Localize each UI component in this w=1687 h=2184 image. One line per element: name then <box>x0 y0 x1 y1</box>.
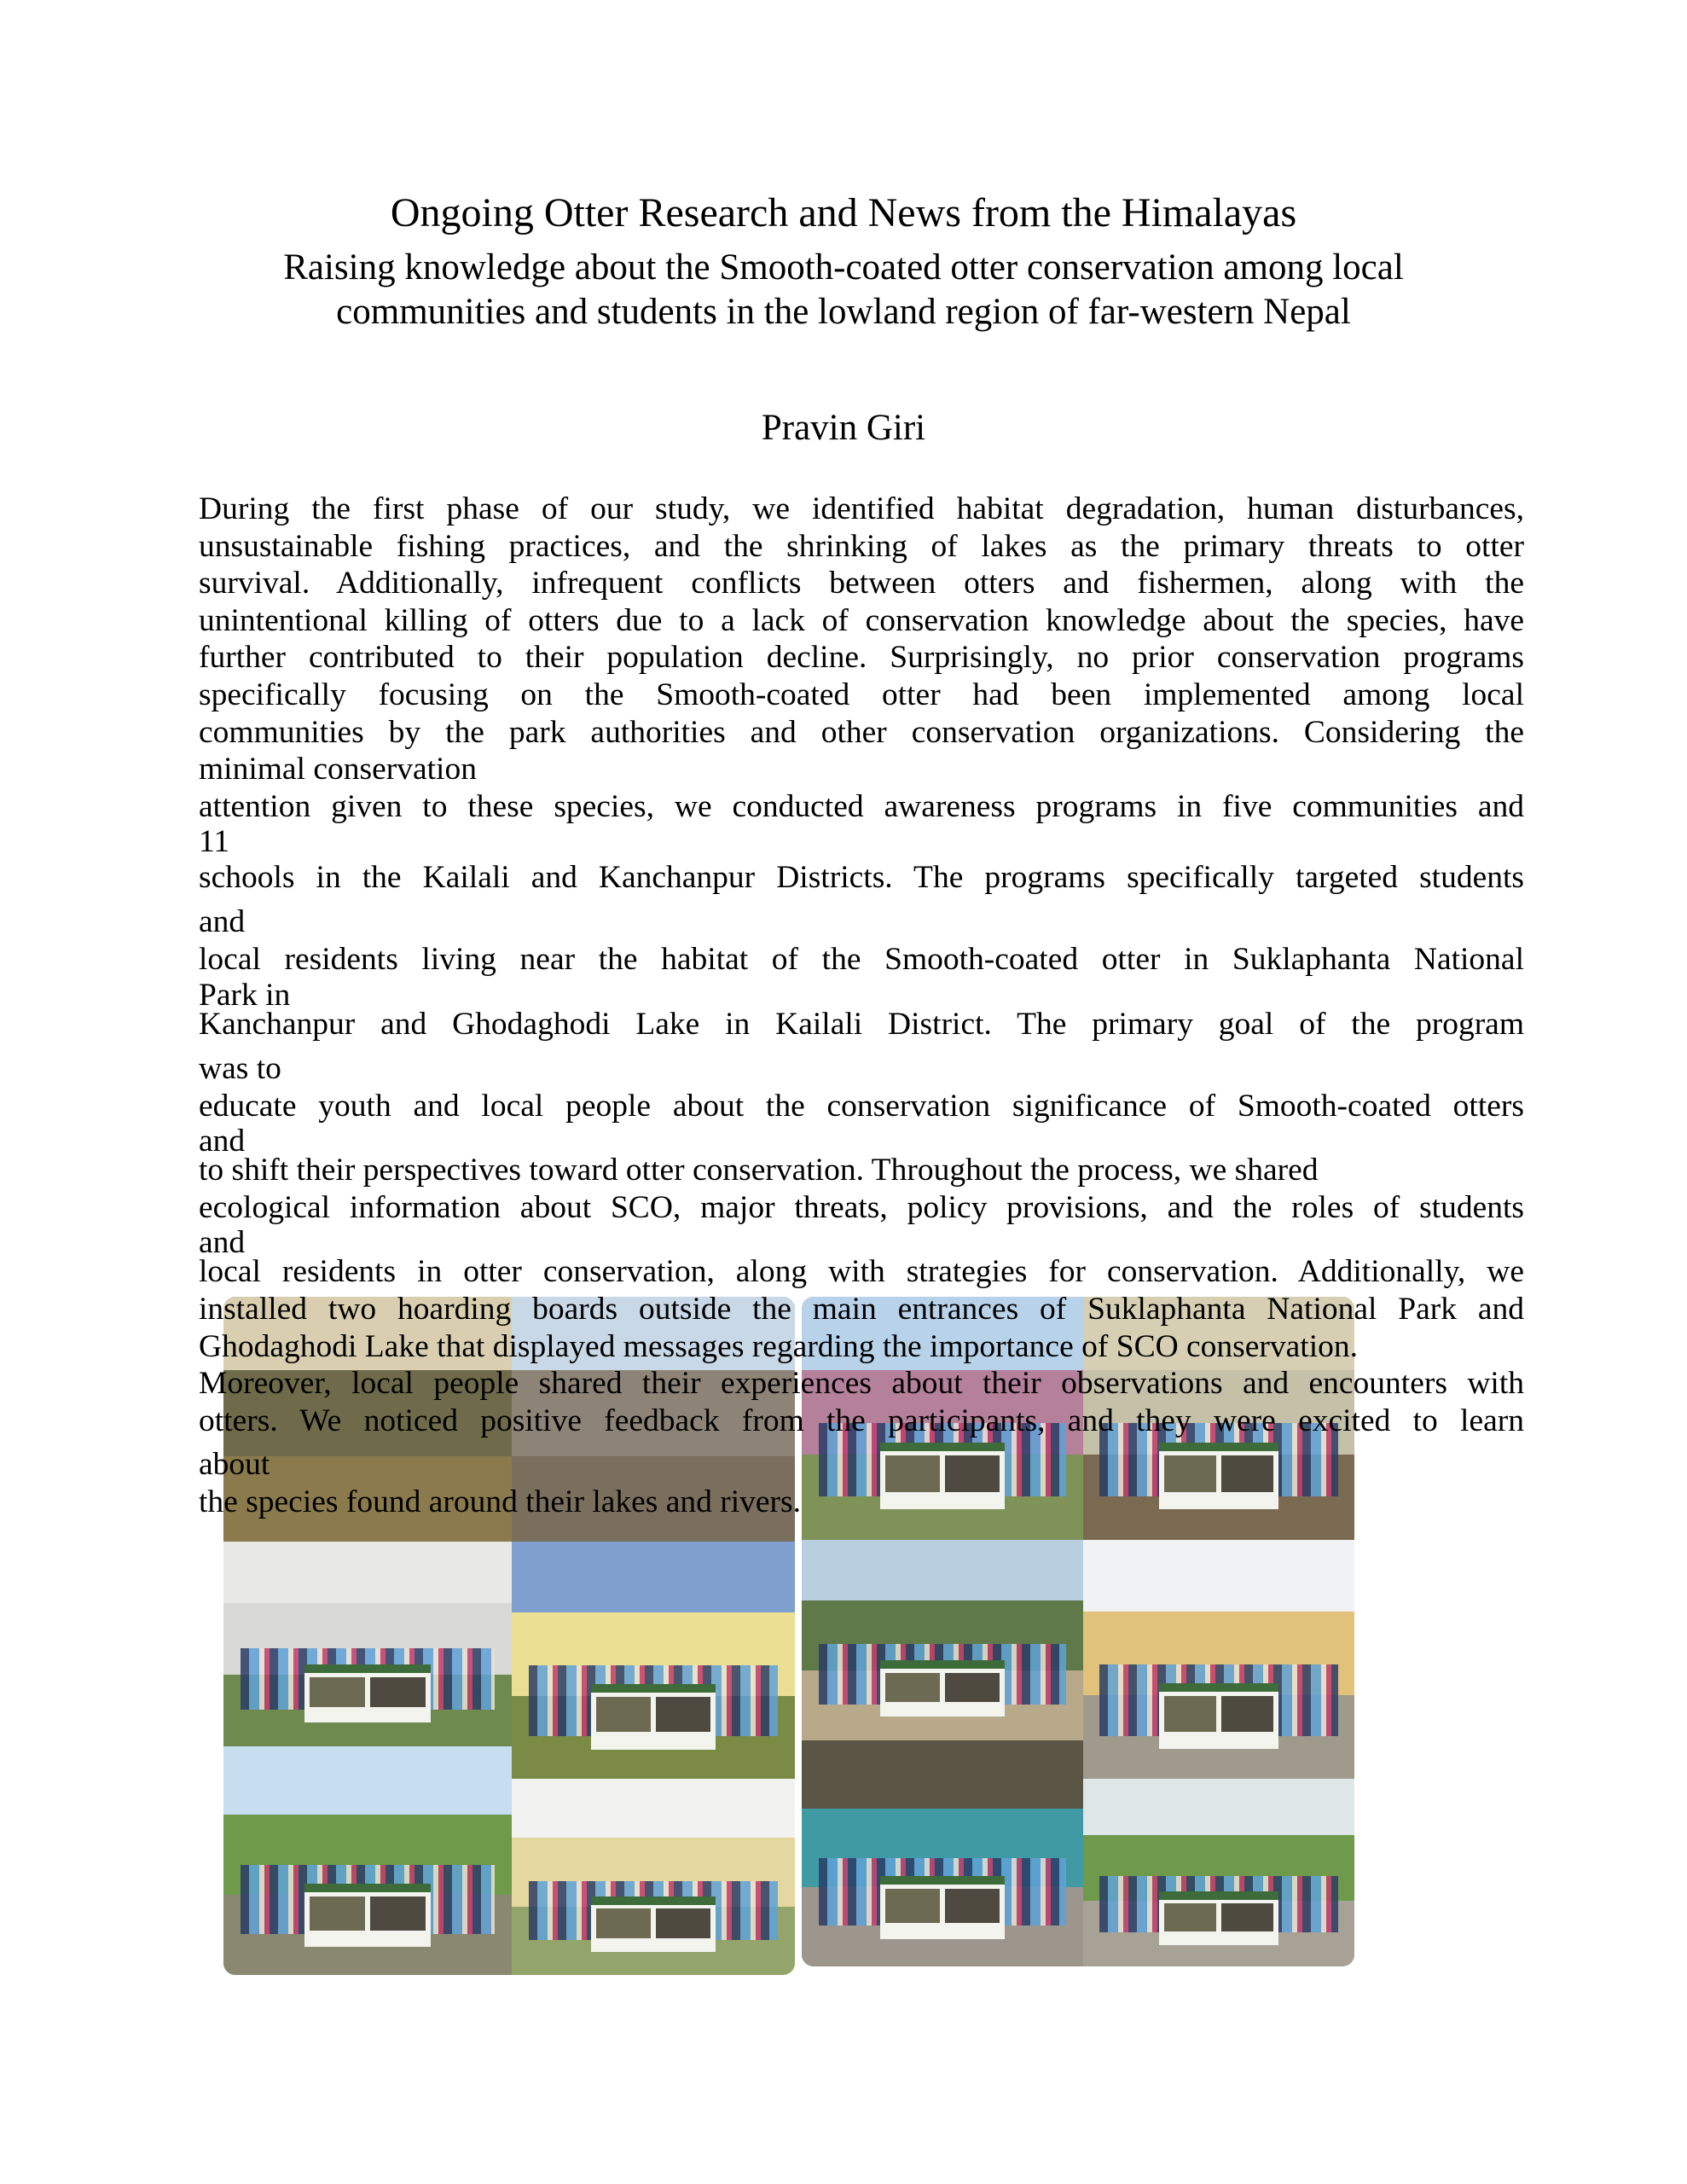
banner-habitat-image <box>1221 1696 1274 1732</box>
body-line: local residents in otter conservation, along with strategies for conservation. Additionally, we <box>199 1254 1524 1290</box>
body-line: During the first phase of our study, we identified habitat degradation, human disturbances, <box>199 491 1524 526</box>
body-line: specifically focusing on the Smooth-coated otter had been implemented among local <box>199 677 1524 712</box>
subtitle-line-2: communities and students in the lowland region of far-western Nepal <box>336 292 1351 332</box>
photo-sky <box>512 1779 795 1838</box>
collage-photo <box>223 1746 512 1975</box>
body-line: otters. We noticed positive feedback from the participants, and they were excited to learn <box>199 1403 1524 1438</box>
body-line: 11 <box>199 824 230 860</box>
otter-banner <box>591 1684 716 1750</box>
photo-sky <box>223 1746 512 1815</box>
author-name: Pravin Giri <box>761 408 926 448</box>
body-line: attention given to these species, we conducted awareness programs in five communities and <box>199 788 1524 824</box>
photo-sky <box>1083 1779 1354 1835</box>
banner-habitat-image <box>370 1896 426 1931</box>
body-line: ecological information about SCO, major threats, policy provisions, and the roles of students <box>199 1189 1524 1225</box>
banner-otter-image <box>310 1896 365 1931</box>
body-line: further contributed to their population decline. Surprisingly, no prior conservation programs <box>199 640 1524 676</box>
photo-sky <box>802 1540 1083 1600</box>
body-line: was to <box>199 1050 281 1086</box>
collage-photo <box>1083 1779 1354 1966</box>
body-line: and <box>199 1124 246 1159</box>
article-subtitle <box>213 246 1474 334</box>
otter-banner <box>1159 1683 1278 1749</box>
banner-habitat-image <box>656 1908 710 1937</box>
otter-banner <box>304 1884 432 1947</box>
otter-banner <box>1159 1891 1278 1945</box>
body-line: survival. Additionally, infrequent conflicts between otters and fishermen, along with the <box>199 566 1524 601</box>
otter-banner <box>880 1876 1004 1939</box>
body-line: communities by the park authorities and other conservation organizations. Considering the <box>199 714 1524 750</box>
collage-photo <box>1083 1540 1354 1779</box>
collage-photo <box>512 1542 795 1779</box>
banner-habitat-image <box>945 1673 1000 1703</box>
banner-otter-image <box>1164 1696 1217 1732</box>
collage-photo <box>512 1779 795 1975</box>
body-line: schools in the Kailali and Kanchanpur Districts. The programs specifically targeted students <box>199 860 1524 896</box>
photo-sky <box>802 1740 1083 1809</box>
photo-sky <box>512 1542 795 1612</box>
banner-habitat-image <box>370 1677 426 1708</box>
body-line: educate youth and local people about the conservation significance of Smooth-coated otters <box>199 1088 1524 1124</box>
banner-otter-image <box>1164 1903 1217 1931</box>
body-line: unintentional killing of otters due to a lack of conservation knowledge about the species, have <box>199 602 1524 638</box>
article-body <box>199 491 1524 1521</box>
body-line: about <box>199 1447 270 1483</box>
otter-banner <box>304 1664 432 1722</box>
collage-photo <box>802 1740 1083 1966</box>
body-line: unsustainable fishing practices, and the shrinking of lakes as the primary threats to otter <box>199 528 1524 564</box>
subtitle-line-1: Raising knowledge about the Smooth-coated otter conservation among local <box>283 247 1404 288</box>
banner-habitat-image <box>1221 1903 1274 1931</box>
photo-sky <box>223 1542 512 1603</box>
body-line: the species found around their lakes and rivers. <box>199 1484 802 1520</box>
body-line: to shift their perspectives toward otter conservation. Throughout the process, we shared <box>199 1153 1319 1188</box>
otter-banner <box>591 1896 716 1952</box>
body-line: Kanchanpur and Ghodaghodi Lake in Kailali District. The primary goal of the program <box>199 1006 1524 1042</box>
banner-otter-image <box>596 1908 651 1937</box>
banner-habitat-image <box>656 1697 710 1732</box>
body-line: installed two hoarding boards outside the main entrances of Suklaphanta National Park and <box>199 1291 1524 1327</box>
banner-otter-image <box>885 1673 940 1703</box>
body-line: Moreover, local people shared their experiences about their observations and encounters with <box>199 1366 1524 1402</box>
banner-otter-image <box>885 1889 940 1922</box>
collage-photo <box>223 1542 512 1746</box>
body-line: local residents living near the habitat of the Smooth-coated otter in Suklaphanta National <box>199 942 1524 978</box>
body-line: Ghodaghodi Lake that displayed messages regarding the importance of SCO conservation. <box>199 1328 1359 1364</box>
otter-banner <box>880 1660 1004 1716</box>
body-line: Park in <box>199 977 291 1013</box>
collage-photo <box>802 1540 1083 1740</box>
body-line: and <box>199 1225 246 1261</box>
banner-habitat-image <box>945 1889 1000 1922</box>
article-title: Ongoing Otter Research and News from the Himalayas <box>390 190 1297 235</box>
photo-sky <box>1083 1540 1354 1612</box>
banner-otter-image <box>310 1677 365 1708</box>
body-line: and <box>199 904 246 940</box>
body-line: minimal conservation <box>199 752 477 787</box>
banner-otter-image <box>596 1697 651 1732</box>
